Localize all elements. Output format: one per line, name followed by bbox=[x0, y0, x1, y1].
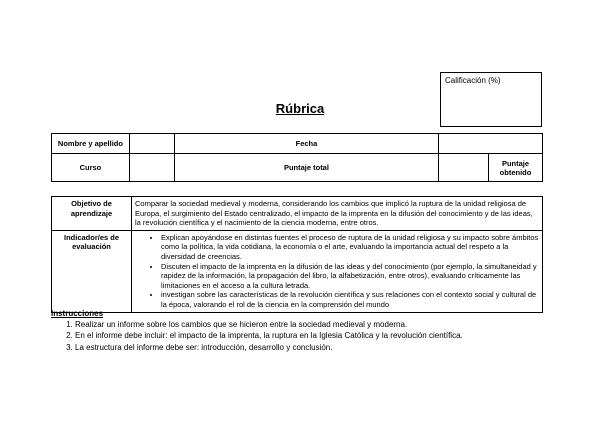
page-title: Rúbrica bbox=[275, 101, 325, 116]
name-label: Nombre y apellido bbox=[52, 134, 130, 154]
grade-label: Calificación (%) bbox=[445, 76, 501, 85]
list-item: 3. La estructura del informe debe ser: introducción, desarrollo y conclusión. bbox=[75, 342, 571, 353]
grade-box bbox=[440, 72, 542, 127]
total-score-label: Puntaje total bbox=[174, 154, 438, 182]
list-item: • investigan sobre las características de la revolución científica y sus relaciones con el contexto social y cultural de la época, valorando el rol de la ciencia en la comprensión del mundo bbox=[161, 290, 539, 309]
table-row bbox=[52, 134, 543, 154]
indicators-label: Indicador/es de evaluación bbox=[52, 230, 132, 312]
course-label: Curso bbox=[52, 154, 130, 182]
list-item: • Explican apoyándose en distintas fuentes el proceso de ruptura de la unidad religiosa y su impacto sobre ámbitos como la política, la vida cotidiana, la economía o el arte, evaluando la importancia actual del respeto a la diversidad de creencias. bbox=[161, 233, 539, 262]
list-item: 2. En el informe debe incluir: el impacto de la imprenta, la ruptura en la Iglesia Católica y la revolución científica. bbox=[75, 330, 571, 341]
student-info-table bbox=[51, 133, 543, 182]
table-row bbox=[52, 230, 543, 312]
table-row bbox=[52, 197, 543, 231]
instructions-list bbox=[51, 319, 571, 353]
list-item: 1. Realizar un informe sobre los cambios que se hicieron entre la sociedad medieval y moderna. bbox=[75, 319, 571, 330]
objective-text: Comparar la sociedad medieval y moderna, considerando los cambios que implicó la ruptura de la unidad religiosa de Europa, el surgimiento del Estado centralizado, el impacto de la imprenta en la difusión del conocimiento y de las ideas, la revolución científica y el nacimiento de la ciencia moderna, entre otros. bbox=[132, 197, 543, 231]
list-item: • Discuten el impacto de la imprenta en la difusión de las ideas y del conocimiento (por ejemplo, la simultaneidad y rapidez de la información, la propagación del libro, la alfabetización, entre otros), evaluando críticamente las limitaciones en el acceso a la cultura letrada. bbox=[161, 262, 539, 291]
total-score-field bbox=[439, 154, 489, 182]
instructions-heading: Instrucciones bbox=[51, 309, 104, 318]
name-field bbox=[129, 134, 174, 154]
instructions-section bbox=[51, 309, 571, 353]
date-label: Fecha bbox=[174, 134, 438, 154]
course-field bbox=[129, 154, 174, 182]
obtained-score-label: Puntaje obtenido bbox=[489, 154, 543, 182]
indicators-cell bbox=[132, 230, 543, 312]
date-field bbox=[439, 134, 543, 154]
rubric-table bbox=[51, 196, 543, 313]
indicators-list bbox=[135, 233, 539, 310]
table-row bbox=[52, 154, 543, 182]
objective-label: Objetivo de aprendizaje bbox=[52, 197, 132, 231]
